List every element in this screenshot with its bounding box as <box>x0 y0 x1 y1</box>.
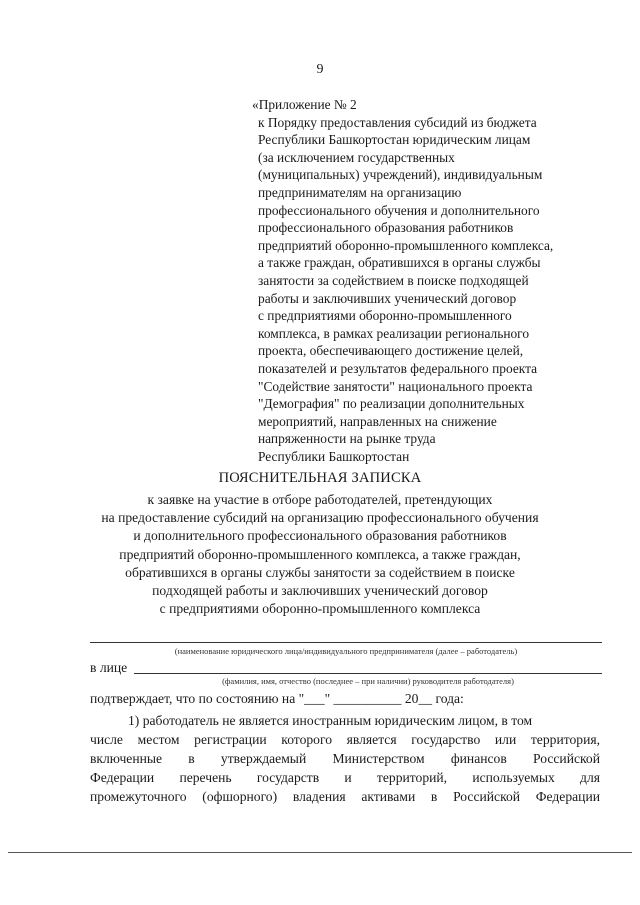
item-1-first-line: 1) работодатель не является иностранным юридическим лицом, в том <box>128 713 533 728</box>
employer-caption: (наименование юридического лица/индивидуального предпринимателя (далее – работодатель) <box>174 646 518 656</box>
subtitle-line: обратившихся в органы службы занятости за содействием в поиске <box>125 564 515 580</box>
subtitle-line: с предприятиями оборонно-промышленного комплекса <box>159 601 481 617</box>
appendix-line: мероприятий, направленных на снижение <box>258 413 497 429</box>
appendix-line: комплекса, в рамках реализации регионального <box>258 325 530 341</box>
confirms-line: подтверждает, что по состоянию на "___" __________ 20__ года: <box>90 691 464 706</box>
appendix-line: (за исключением государственных <box>258 149 455 165</box>
item-1-line: промежуточного (офшорного) владения активами в Российской Федерации <box>90 789 600 804</box>
subtitle-line: подходящей работы и заключивших ученический договор <box>152 583 488 599</box>
appendix-line: профессионального обучения и дополнительного <box>258 202 540 218</box>
head-name-field[interactable] <box>134 673 602 674</box>
appendix-block <box>252 96 618 465</box>
appendix-line: с предприятиями оборонно-промышленного <box>258 308 512 324</box>
subtitle-line: предприятий оборонно-промышленного комплекса, а также граждан, <box>119 546 521 562</box>
appendix-line: профессионального образования работников <box>258 220 514 236</box>
appendix-line: напряженности на рынке труда <box>258 431 436 447</box>
appendix-line: показателей и результатов федерального проекта <box>258 360 538 376</box>
in-person-label: в лице <box>90 660 128 675</box>
subtitle-line: к заявке на участие в отборе работодателей, претендующих <box>147 492 493 507</box>
subtitle-line: на предоставление субсидий на организацию профессионального обучения <box>101 510 539 526</box>
head-caption: (фамилия, имя, отчество (последнее – при наличии) руководителя работодателя) <box>222 676 514 686</box>
appendix-line: а также граждан, обратившихся в органы службы <box>258 255 541 271</box>
note-title: ПОЯСНИТЕЛЬНАЯ ЗАПИСКА <box>218 470 422 486</box>
employer-name-field[interactable] <box>90 642 602 643</box>
appendix-line: к Порядку предоставления субсидий из бюджета <box>258 114 537 130</box>
appendix-line: занятости за содействием в поиске подходящей <box>258 272 529 288</box>
appendix-line: предприятий оборонно-промышленного комплекса, <box>258 237 554 253</box>
appendix-title: «Приложение № 2 <box>252 97 357 112</box>
appendix-line: "Демография" по реализации дополнительных <box>258 396 525 412</box>
appendix-line: "Содействие занятости" национального проекта <box>258 378 533 394</box>
appendix-line: предпринимателям на организацию <box>258 184 462 200</box>
appendix-line: Республики Башкортостан <box>258 448 410 464</box>
item-1-line: числе местом регистрации которого является государство или территория, <box>90 732 600 747</box>
page-number: 9 <box>316 62 324 77</box>
subtitle-line: и дополнительного профессионального образования работников <box>133 528 507 544</box>
appendix-line: проекта, обеспечивающего достижение целей, <box>258 343 524 359</box>
note-subtitle <box>60 491 580 618</box>
appendix-line: работы и заключивших ученический договор <box>258 290 517 306</box>
appendix-line: (муниципальных) учреждений), индивидуальным <box>258 167 543 183</box>
appendix-line: Республики Башкортостан юридическим лицам <box>258 132 531 148</box>
item-1-line: Федерации перечень государств и территорий, используемых для <box>90 770 600 785</box>
item-1-line: включенные в утверждаемый Министерством финансов Российской <box>90 751 600 766</box>
page-bottom-rule <box>8 852 632 853</box>
